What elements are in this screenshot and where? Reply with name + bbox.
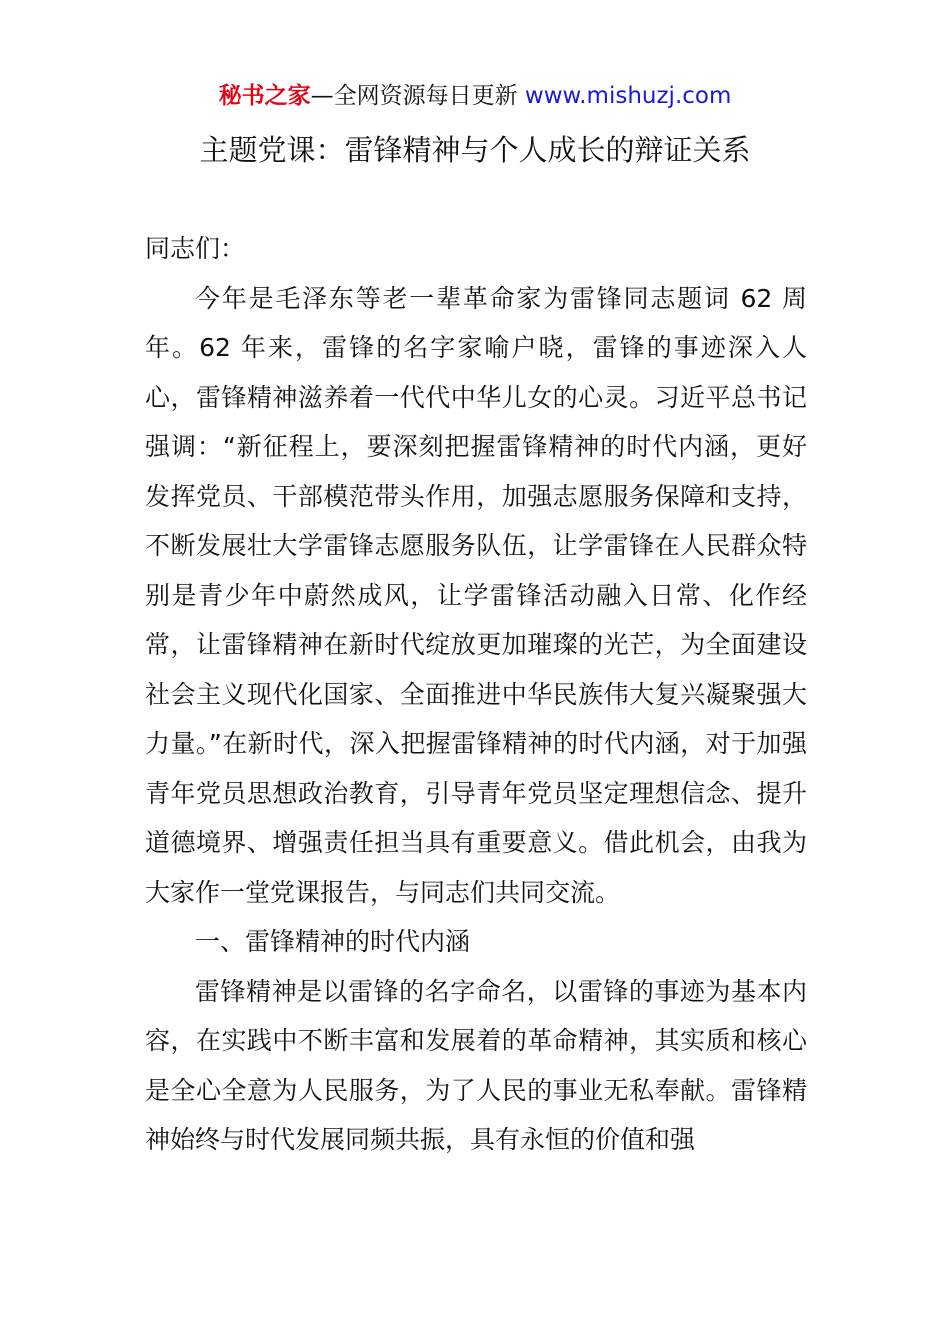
site-header: [0, 80, 950, 112]
salutation: 同志们：: [145, 234, 246, 263]
site-url-link[interactable]: www.mishuzj.com: [524, 83, 732, 109]
section-paragraph: 雷锋精神是以雷锋的名字命名，以雷锋的事迹为基本内容，在实践中不断丰富和发展着的革命精神，其实质和核心是全心全意为人民服务，为了人民的事业无私奉献。雷锋精神始终与时代发展同频共振，具有永恒的价值和强: [145, 976, 807, 1154]
document-body: [145, 224, 807, 1165]
section-heading: 一、雷锋精神的时代内涵: [195, 927, 471, 956]
intro-paragraph: 今年是毛泽东等老一辈革命家为雷锋同志题词 62 周年。62 年来，雷锋的名字家喻户晓，雷锋的事迹深入人心，雷锋精神滋养着一代代中华儿女的心灵。习近平总书记强调：“新征程上，要深刻把握雷锋精神的时代内涵，更好发挥党员、干部模范带头作用，加强志愿服务保障和支持，不断发展壮大学雷锋志愿服务队伍，让学雷锋在人民群众特别是青少年中蔚然成风，让学雷锋活动融入日常、化作经常，让雷锋精神在新时代绽放更加璀璨的光芒，为全面建设社会主义现代化国家、全面推进中华民族伟大复兴凝聚强大力量。”在新时代，深入把握雷锋精神的时代内涵，对于加强青年党员思想政治教育，引导青年党员坚定理想信念、提升道德境界、增强责任担当具有重要意义。借此机会，由我为大家作一堂党课报告，与同志们共同交流。: [145, 283, 807, 907]
site-brand: 秘书之家: [218, 83, 311, 109]
site-tagline: —全网资源每日更新: [310, 83, 525, 109]
document-title: 主题党课：雷锋精神与个人成长的辩证关系: [199, 133, 751, 167]
